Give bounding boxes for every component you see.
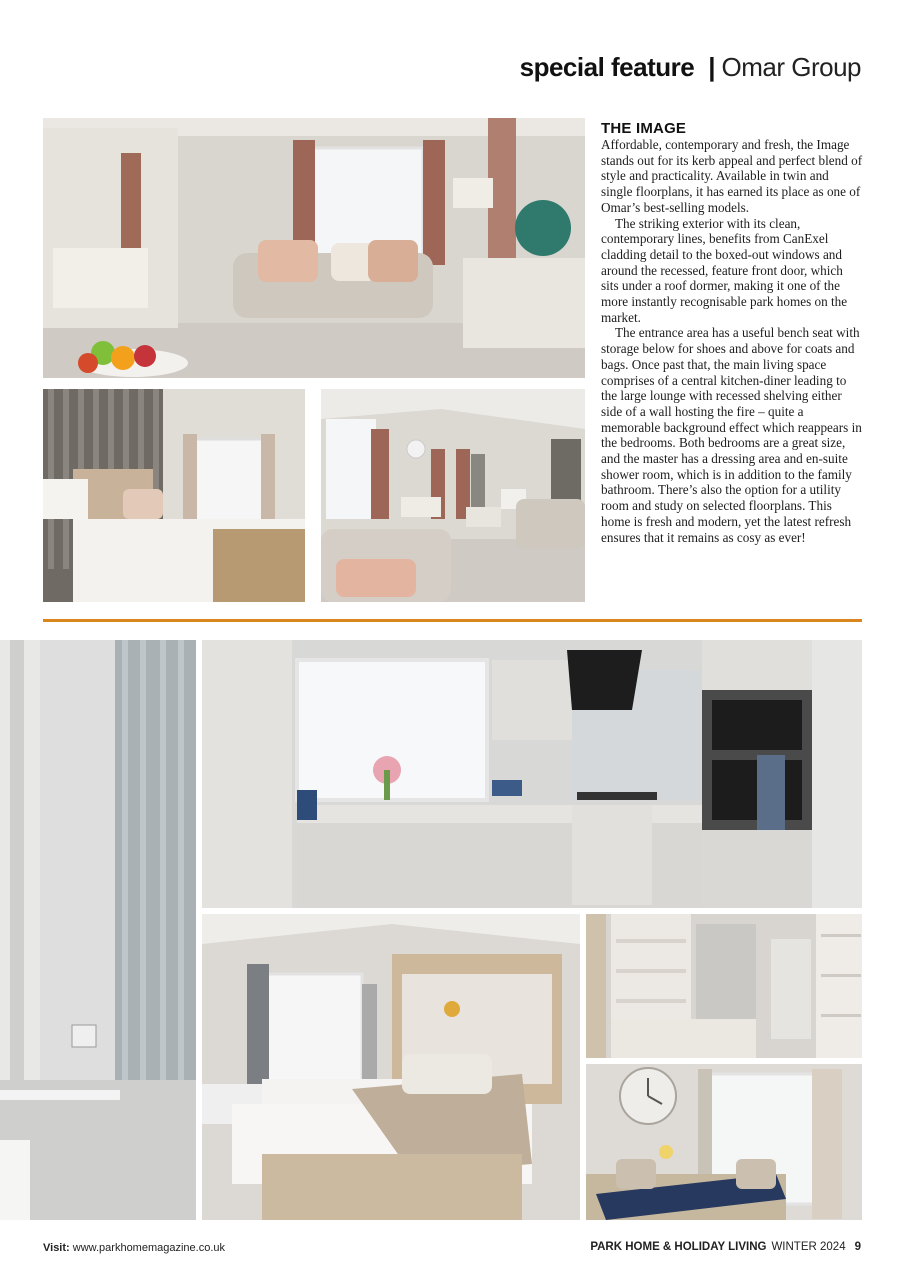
- photo-dining-area: [586, 1064, 862, 1220]
- article-paragraph: The striking exterior with its clean, contemporary lines, benefits from CanExel cladding detail to the boxed-out windows and around the recessed, feature front door, which sits under a roof dormer, making it one of the more instantly recognisable park homes on the market.: [601, 215, 848, 325]
- photo-dressing-area: [586, 914, 862, 1058]
- article-body: [601, 120, 863, 545]
- article-paragraph: Affordable, contemporary and fresh, the Image stands out for its kerb appeal and perfect blend of style and practicality. Available in twin and single floorplans, it has earned its place as one of Omar’s best-selling models.: [601, 137, 863, 215]
- footer-url[interactable]: www.parkhomemagazine.co.uk: [72, 1242, 226, 1254]
- footer-visit-label: Visit:: [43, 1242, 70, 1254]
- footer-folio: [590, 1241, 861, 1253]
- photo-lounge-wide: [321, 389, 585, 602]
- brand-name: Omar Group: [721, 52, 861, 82]
- section-kicker: special feature: [519, 52, 695, 82]
- footer-website: [43, 1242, 225, 1254]
- photo-curtain-detail: [0, 640, 196, 1220]
- photo-lounge-main: [43, 118, 585, 378]
- photo-kitchen: [202, 640, 862, 908]
- magazine-name: PARK HOME & HOLIDAY LIVING: [590, 1241, 767, 1253]
- header-separator: |: [708, 52, 716, 82]
- photo-bedroom-one: [43, 389, 305, 602]
- page-number: 9: [854, 1241, 861, 1253]
- article-title: THE IMAGE: [601, 120, 687, 137]
- section-divider: [43, 619, 862, 622]
- issue-label: WINTER 2024: [771, 1241, 846, 1253]
- section-header: [520, 52, 861, 83]
- article-paragraph: The entrance area has a useful bench seat with storage below for shoes and above for coats and bags. Once past that, the main living space comprises of a central kitchen-diner leading to the large lounge with recessed shelving either side of a wall hosting the fire – quite a memorable background effect which reappears in the bedrooms. Both bedrooms are a great size, and the master has a dressing area and en-suite shower room, which is in addition to the family bathroom. There’s also the option for a utility room and study on selected floorplans. This home is fresh and modern, yet the latest refresh ensures that it remains as cosy as ever!: [601, 325, 862, 545]
- photo-master-bedroom: [202, 914, 580, 1220]
